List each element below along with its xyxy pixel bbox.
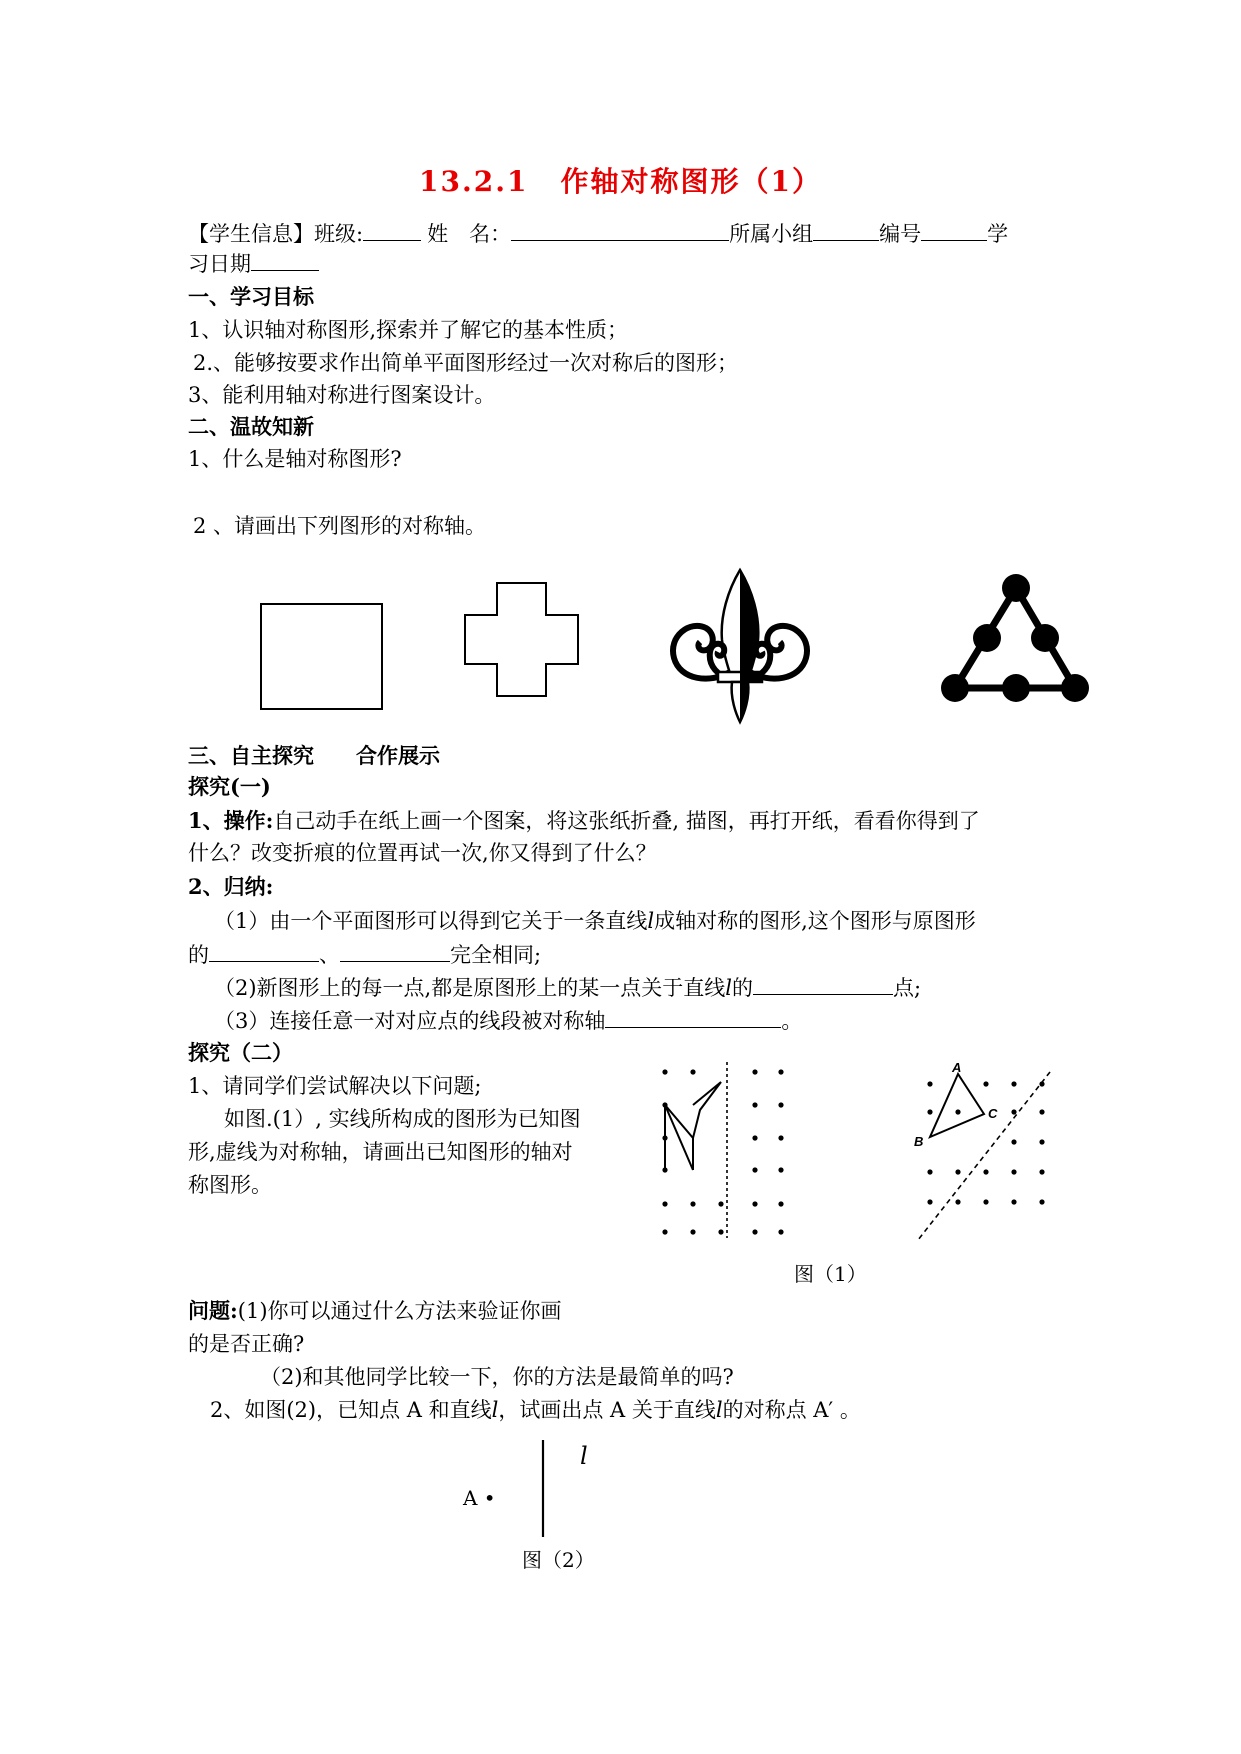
name-blank[interactable]	[511, 218, 729, 241]
figure2-line-l	[540, 1440, 546, 1540]
square-shape	[260, 603, 384, 711]
class-blank[interactable]	[363, 218, 421, 241]
section2-heading: 二、温故知新	[188, 414, 314, 439]
dot-triangle-shape	[935, 568, 1095, 708]
question-label: 问题:	[188, 1298, 238, 1323]
date-label-part1: 学	[987, 222, 1009, 246]
induction-point-1	[214, 906, 976, 936]
question-1-cont: 的是否正确?	[188, 1332, 305, 1356]
operation-text-1: 自己动手在纸上画一个图案，将这张纸折叠, 描图，再打开纸，看看你得到了	[273, 809, 980, 833]
page-title	[0, 160, 1241, 200]
goal-item-3: 3、能利用轴对称进行图案设计。	[188, 383, 496, 407]
question-1-text: (1)你可以通过什么方法来验证你画	[237, 1299, 562, 1323]
figure2-line-label: l	[580, 1442, 588, 1470]
line-l-symbol: l	[725, 976, 732, 1000]
figure1-left-grid	[655, 1060, 805, 1240]
explore1-heading: 探究(一)	[188, 774, 271, 799]
label-b: B	[914, 1134, 924, 1149]
blank-1[interactable]	[209, 939, 319, 962]
explore2-heading: 探究（二）	[188, 1040, 293, 1065]
induction-label: 2、归纳:	[188, 874, 274, 899]
class-label: 【学生信息】班级:	[188, 222, 364, 246]
title-number: 13.2.1	[419, 165, 529, 198]
operation-text-2: 什么？改变折痕的位置再试一次,你又得到了什么？	[188, 841, 657, 865]
p2-text-a: （2)新图形上的每一点,都是原图形上的某一点关于直线	[214, 976, 726, 1000]
explore2-text-3: 称图形。	[188, 1173, 272, 1197]
blank-4[interactable]	[605, 1005, 781, 1028]
explore2-question-2	[210, 1395, 861, 1425]
p1-text-b: 成轴对称的图形,这个图形与原图形	[654, 909, 976, 933]
operation-label: 1、操作:	[188, 808, 274, 833]
induction-point-1-cont	[188, 939, 541, 970]
line-l-symbol: l	[491, 1398, 499, 1422]
blank-3[interactable]	[753, 972, 893, 995]
induction-point-2	[214, 972, 921, 1003]
label-c: C	[988, 1106, 998, 1121]
goal-item-1: 1、认识轴对称图形,探索并了解它的基本性质；	[188, 318, 629, 342]
q2-text-a: 2、如图(2)，已知点 A 和直线	[210, 1398, 492, 1422]
p3-text-b: 。	[781, 1009, 803, 1033]
operation-paragraph	[188, 806, 980, 836]
fleur-de-lis-shape	[670, 568, 810, 724]
q2-text-c: 的对称点 A′ 。	[722, 1398, 861, 1422]
p2-text-c: 点;	[892, 976, 922, 1000]
group-blank[interactable]	[813, 218, 879, 241]
number-label: 编号	[879, 222, 922, 246]
question-2: （2)和其他同学比较一下，你的方法是最简单的吗?	[260, 1365, 734, 1389]
induction-point-3	[214, 1005, 802, 1036]
student-info-line-2	[188, 248, 319, 279]
name-label: 姓 名：	[427, 222, 512, 246]
p1-text-a: （1）由一个平面图形可以得到它关于一条直线	[214, 909, 648, 933]
date-blank[interactable]	[251, 248, 319, 271]
section3-heading: 三、自主探究 合作展示	[188, 743, 440, 768]
student-info-line	[188, 218, 1008, 249]
number-blank[interactable]	[921, 218, 987, 241]
review-question-2: 2 、请画出下列图形的对称轴。	[193, 514, 487, 538]
p1-separator: 、	[319, 943, 340, 967]
explore2-question-1: 1、请同学们尝试解决以下问题;	[188, 1074, 482, 1098]
p3-text-a: （3）连接任意一对对应点的线段被对称轴	[214, 1009, 606, 1033]
explore2-text-1: 如图.(1）, 实线所构成的图形为已知图	[224, 1107, 581, 1131]
figure1-right-grid	[910, 1062, 1060, 1242]
line-l-symbol: l	[715, 1398, 723, 1422]
line-l-symbol: l	[647, 909, 655, 933]
p1-text-c: 的	[188, 943, 209, 967]
p1-text-d: 完全相同;	[450, 943, 542, 967]
explore2-text-2: 形,虚线为对称轴，请画出已知图形的轴对	[188, 1140, 573, 1164]
label-a: A	[952, 1060, 962, 1075]
q2-text-b: ，试画出点 A 关于直线	[498, 1398, 716, 1422]
title-text: 作轴对称图形（1）	[560, 165, 822, 198]
group-label: 所属小组	[729, 222, 814, 246]
review-question-1: 1、什么是轴对称图形?	[188, 447, 402, 471]
figure1-caption: 图（1）	[794, 1262, 867, 1286]
cross-shape	[464, 582, 580, 698]
date-label-part2: 习日期	[188, 252, 251, 276]
p2-text-b: 的	[731, 976, 753, 1000]
goal-item-2: 2.、能够按要求作出简单平面图形经过一次对称后的图形；	[193, 351, 739, 375]
figure2-caption: 图（2）	[522, 1548, 595, 1572]
figure2-point-a: A •	[463, 1486, 496, 1510]
question-1	[188, 1296, 562, 1326]
section1-heading: 一、学习目标	[188, 284, 314, 309]
blank-2[interactable]	[340, 939, 450, 962]
